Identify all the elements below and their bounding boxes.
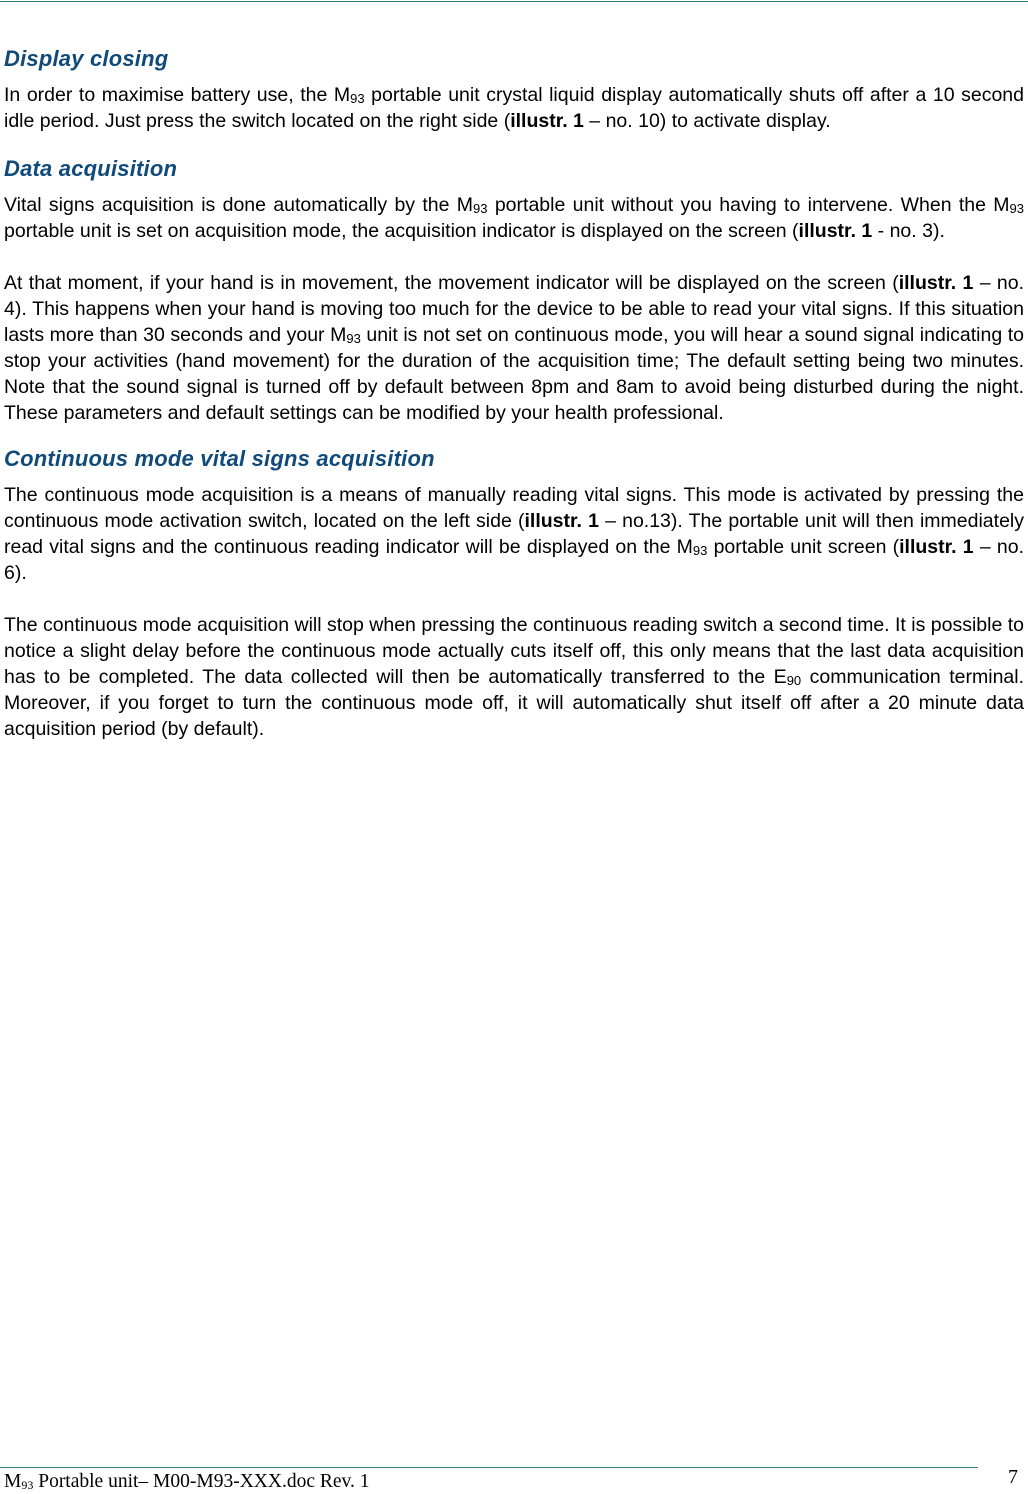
footer-rule — [0, 1467, 978, 1468]
header-rule — [0, 1, 1028, 2]
paragraph-data-acquisition-1: Vital signs acquisition is done automatically by the $M_{93}$ portable unit without you having to intervene. When the $M_{93}$ portable unit is set on acquisition mode, the acquisition indicator is displayed on the screen (illustr. 1 - no. 3). — [4, 194, 1025, 242]
section-title-data-acquisition: Data acquisition — [4, 156, 178, 181]
footer-document-reference: $M_{93}$ Portable unit– M00-M93-XXX.doc Rev. 1 — [4, 1471, 370, 1492]
paragraph-display-closing: In order to maximise battery use, the $M_{93}$ portable unit crystal liquid display automatically shuts off after a 10 second idle period. Just press the switch located on the right side (illustr. 1 – no. 10) to activate display. — [4, 84, 1024, 132]
document-body — [4, 44, 1024, 742]
paragraph-data-acquisition-2: At that moment, if your hand is in movement, the movement indicator will be displayed on the screen (illustr. 1 – no. 4). This happens when your hand is moving too much for the device to be able to read your vital signs. If this situation lasts more than 30 seconds and your $M_{93}$ unit is not set on continuous mode, you will hear a sound signal indicating to stop your activities (hand movement) for the duration of the acquisition time; The default setting being two minutes. Note that the sound signal is turned off by default between 8pm and 8am to avoid being disturbed during the night. These parameters and default settings can be modified by your health professional. — [4, 272, 1024, 424]
paragraph-continuous-mode-2: The continuous mode acquisition will stop when pressing the continuous reading switch a second time. It is possible to notice a slight delay before the continuous mode actually cuts itself off, this only means that the last data acquisition has to be completed. The data collected will then be automatically transferred to the $E_{90}$ communication terminal. Moreover, if you forget to turn the continuous mode off, it will automatically shut itself off after a 20 minute data acquisition period (by default). — [4, 614, 1025, 740]
paragraph-continuous-mode-1: The continuous mode acquisition is a means of manually reading vital signs. This mode is activated by pressing the continuous mode activation switch, located on the left side (illustr. 1 – no.13). The portable unit will then immediately read vital signs and the continuous reading indicator will be displayed on the $M_{93}$ portable unit screen (illustr. 1 – no. 6). — [4, 484, 1025, 584]
section-title-display-closing: Display closing — [4, 46, 169, 71]
section-title-continuous-mode: Continuous mode vital signs acquisition — [4, 446, 435, 471]
page-number: 7 — [1008, 1466, 1018, 1488]
